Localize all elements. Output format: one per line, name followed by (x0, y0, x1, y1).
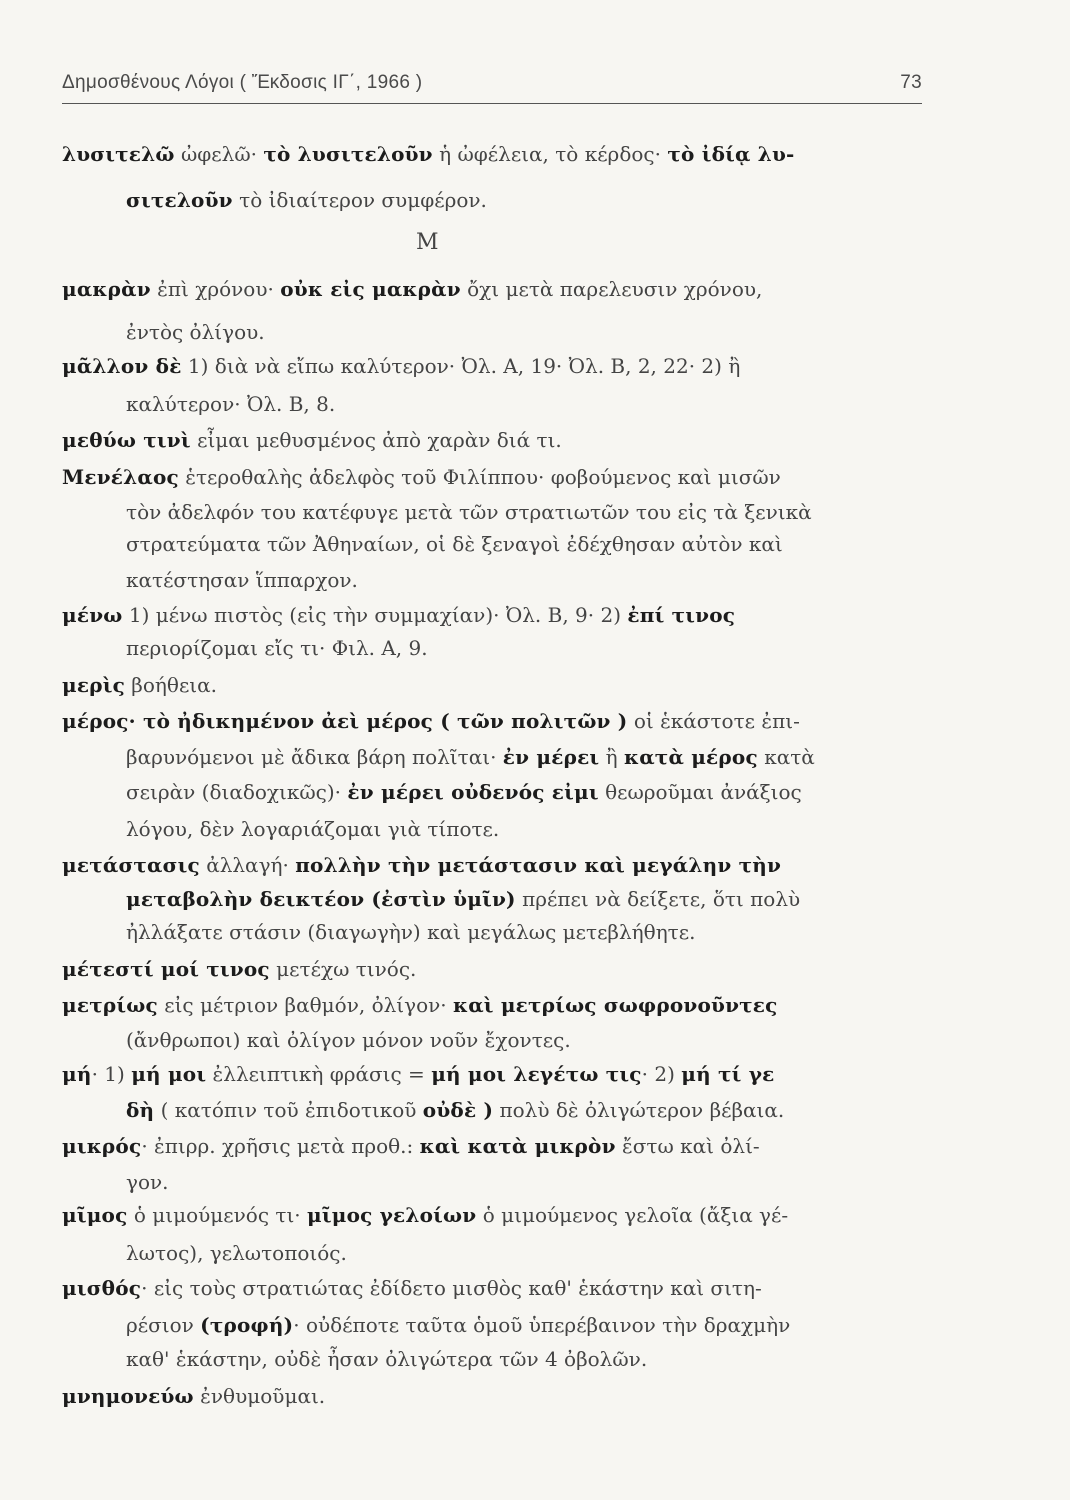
entry-line (126, 188, 487, 212)
headword-text: πολλὴν τὴν μετάστασιν καὶ μεγάλην τὴν (295, 853, 782, 877)
headword-text: Μενέλαος (62, 465, 179, 489)
headword-text: κατὰ μέρος (624, 745, 758, 769)
book-title: Δημοσθένους Λόγοι ( Ἔκδοσις ΙΓ΄, 1966 ) (62, 72, 423, 93)
headword-text: τὸ ἰδίᾳ λυ- (667, 142, 795, 166)
entry-line (62, 957, 416, 981)
definition-text: κατέστησαν ἵππαρχον. (126, 568, 358, 592)
definition-text: βοήθεια. (124, 673, 218, 697)
entry-line (126, 392, 335, 416)
entry-line (62, 709, 800, 733)
entry-line (126, 1028, 571, 1052)
entry-line (62, 1062, 774, 1086)
headword-text: καὶ κατὰ μικρὸν (419, 1134, 616, 1158)
definition-text: · εἰς τοὺς στρατιώτας ἐδίδετο μισθὸς καθ' ἑκάστην καὶ σιτη- (141, 1276, 762, 1300)
definition-text: εἶμαι μεθυσμένος ἀπὸ χαρὰν διά τι. (190, 428, 562, 452)
headword-text: μνημονεύω (62, 1384, 194, 1408)
definition-text: λόγου, δὲν λογαριάζομαι γιὰ τίποτε. (126, 817, 500, 841)
headword-text: μεταβολὴν δεικτέον (ἐστὶν ὑμῖν) (126, 887, 516, 911)
definition-text: τὸν ἀδελφόν του κατέφυγε μετὰ τῶν στρατιωτῶν του εἰς τὰ ξενικὰ (126, 500, 812, 524)
definition-text: ( κατόπιν τοῦ ἐπιδοτικοῦ (154, 1098, 423, 1122)
headword-text: δὴ (126, 1098, 155, 1122)
headword-text: μᾶλλον δὲ (62, 354, 182, 378)
definition-text: ἑτεροθαλὴς ἀδελφὸς τοῦ Φιλίππου· φοβούμενος καὶ μισῶν (178, 465, 781, 489)
entry-line (62, 1384, 325, 1408)
definition-text: ἡ ὠφέλεια, τὸ κέρδος· (432, 142, 668, 166)
definition-text: γον. (126, 1170, 169, 1194)
headword-text: μένω (62, 603, 123, 627)
definition-text: ἐντὸς ὀλίγου. (126, 320, 265, 344)
definition-text: ὁ μιμούμενός τι· (127, 1203, 308, 1227)
entry-line (126, 568, 358, 592)
entry-line (62, 993, 778, 1017)
entry-line (62, 1134, 760, 1158)
section-letter: Μ (416, 230, 439, 255)
definition-text: εἰς μέτριον βαθμόν, ὀλίγον· (157, 993, 454, 1017)
headword-text: μῖμος γελοίων (307, 1203, 477, 1227)
headword-text: μέτεστί μοί τινος (62, 957, 270, 981)
definition-text: καλύτερον· Ὀλ. Β, 8. (126, 392, 336, 416)
headword-text: (τροφή) (200, 1313, 294, 1337)
definition-text: ἐνθυμοῦμαι. (193, 1384, 326, 1408)
headword-text: ἐπί τινος (627, 603, 736, 627)
headword-text: ἐν μέρει οὐδενός εἰμι (347, 780, 599, 804)
entry-line (126, 745, 815, 769)
headword-text: τὸ λυσιτελοῦν (263, 142, 433, 166)
definition-text: κατὰ (757, 745, 815, 769)
headword-text: μισθός (62, 1276, 142, 1300)
entry-line (62, 1276, 762, 1300)
definition-text: ἠλλάξατε στάσιν (διαγωγὴν) καὶ μεγάλως μετεβλήθητε. (126, 920, 696, 944)
entry-line (62, 603, 735, 627)
definition-text: ἐλλειπτικὴ φράσις = (206, 1062, 432, 1086)
entry-line (126, 500, 812, 524)
definition-text: τὸ ἰδιαίτερον συμφέρον. (232, 188, 487, 212)
headword-text: ἐν μέρει (502, 745, 600, 769)
entry-line (126, 532, 783, 556)
headword-text: καὶ μετρίως σωφρονοῦντες (453, 993, 778, 1017)
definition-text: · ἐπιρρ. χρῆσις μετὰ προθ.: (141, 1134, 420, 1158)
entry-line (126, 636, 428, 660)
definition-text: περιορίζομαι εἴς τι· Φιλ. Α, 9. (126, 636, 428, 660)
entry-line (126, 1313, 790, 1337)
entry-line (126, 1170, 169, 1194)
entry-line (126, 920, 695, 944)
entry-line (126, 1098, 784, 1122)
definition-text: · 1) (91, 1062, 132, 1086)
definition-text: πολὺ δὲ ὀλιγώτερον βέβαια. (493, 1098, 785, 1122)
entry-line (126, 1241, 347, 1265)
headword-text: μακρὰν (62, 277, 151, 301)
definition-text: · 2) (641, 1062, 682, 1086)
definition-text: ὠφελῶ· (174, 142, 264, 166)
headword-text: μετρίως (62, 993, 158, 1017)
definition-text: μετέχω τινός. (269, 957, 417, 981)
definition-text: βαρυνόμενοι μὲ ἄδικα βάρη πολῖται· (126, 745, 503, 769)
definition-text: σειρὰν (διαδοχικῶς)· (126, 780, 348, 804)
entry-line (126, 1347, 647, 1371)
headword-text: μερὶς (62, 673, 125, 697)
entry-line (126, 780, 802, 804)
definition-text: 1) μένω πιστὸς (εἰς τὴν συμμαχίαν)· Ὀλ. Β, 9· 2) (122, 603, 628, 627)
headword-text: μικρός (62, 1134, 142, 1158)
entry-line (62, 142, 795, 166)
headword-text: λυσιτελῶ (62, 142, 175, 166)
definition-text: πρέπει νὰ δείξετε, ὅτι πολὺ (515, 887, 801, 911)
headword-text: μή (62, 1062, 92, 1086)
entry-line (126, 887, 800, 911)
entry-line (62, 354, 740, 378)
entry-line (126, 320, 265, 344)
entry-line (62, 277, 762, 301)
headword-text: μή μοι (131, 1062, 207, 1086)
entry-line (62, 428, 562, 452)
entry-line (62, 853, 781, 877)
headword-text: μετάστασις (62, 853, 200, 877)
headword-text: μεθύω τινὶ (62, 428, 191, 452)
headword-text: οὐδὲ ) (422, 1098, 494, 1122)
headword-text: μέρος· τὸ ἠδικημένον ἀεὶ μέρος ( τῶν πολιτῶν ) (62, 709, 628, 733)
entry-line (62, 465, 781, 489)
entry-line (62, 673, 217, 697)
headword-text: σιτελοῦν (126, 188, 233, 212)
definition-text: ἀλλαγή· (199, 853, 296, 877)
definition-text: ἐπὶ χρόνου· (150, 277, 281, 301)
definition-text: · οὐδέποτε ταῦτα ὁμοῦ ὑπερέβαινον τὴν δραχμὴν (293, 1313, 791, 1337)
definition-text: ἔστω καὶ ὀλί- (615, 1134, 760, 1158)
definition-text: ὁ μιμούμενος γελοῖα (ἄξια γέ- (476, 1203, 789, 1227)
definition-text: (ἄνθρωποι) καὶ ὀλίγον μόνον νοῦν ἔχοντες. (126, 1028, 571, 1052)
headword-text: μή τί γε (681, 1062, 775, 1086)
definition-text: λωτος), γελωτοποιός. (126, 1241, 347, 1265)
definition-text: θεωροῦμαι ἀνάξιος (598, 780, 802, 804)
definition-text: ρέσιον (126, 1313, 201, 1337)
headword-text: οὐκ εἰς μακρὰν (280, 277, 461, 301)
definition-text: στρατεύματα τῶν Ἀθηναίων, οἱ δὲ ξεναγοὶ ἐδέχθησαν αὐτὸν καὶ (126, 532, 783, 556)
headword-text: μή μοι λεγέτω τις (431, 1062, 642, 1086)
header-rule (62, 103, 922, 104)
entry-line (62, 1203, 788, 1227)
definition-text: καθ' ἑκάστην, οὐδὲ ἦσαν ὀλιγώτερα τῶν 4 ὀβολῶν. (126, 1347, 648, 1371)
page-number: 73 (900, 72, 922, 93)
definition-text: ὄχι μετὰ παρελευσιν χρόνου, (460, 277, 763, 301)
entry-line (126, 817, 499, 841)
definition-text: 1) διὰ νὰ εἴπω καλύτερον· Ὀλ. Α, 19· Ὀλ. Β, 2, 22· 2) ἢ (181, 354, 741, 378)
definition-text: ἢ (599, 745, 625, 769)
headword-text: μῖμος (62, 1203, 128, 1227)
definition-text: οἱ ἑκάστοτε ἐπι- (627, 709, 800, 733)
